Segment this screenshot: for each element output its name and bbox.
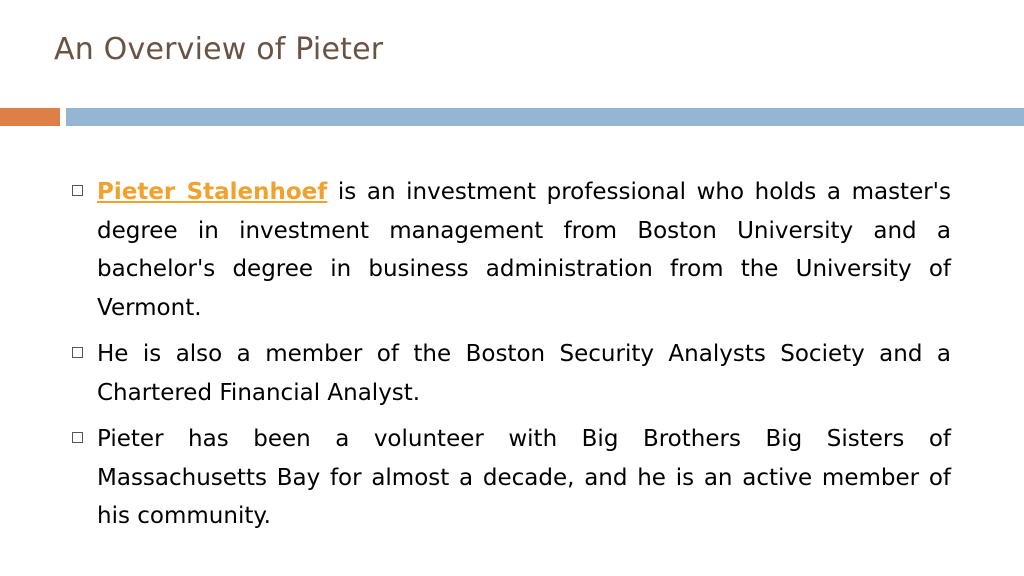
slide-title: An Overview of Pieter xyxy=(54,32,384,67)
bullet-list xyxy=(70,173,951,544)
bullet-item-education xyxy=(70,173,951,327)
square-bullet-icon xyxy=(72,185,83,196)
bullet-text: is an investment professional who holds a master's degree in investment management from Boston University and a bachelor's degree in business administration from the University of Vermont. xyxy=(97,179,951,321)
square-bullet-icon xyxy=(72,432,83,443)
bullet-text: He is also a member of the Boston Security Analysts Society and a Chartered Financial Analyst. xyxy=(97,341,951,406)
square-bullet-icon xyxy=(72,347,83,358)
bullet-item-membership xyxy=(70,335,951,412)
accent-bar-blue xyxy=(66,108,1024,126)
bullet-item-volunteer xyxy=(70,420,951,536)
accent-bar-orange xyxy=(0,108,60,126)
bullet-text: Pieter has been a volunteer with Big Brothers Big Sisters of Massachusetts Bay for almost a decade, and he is an active member of his community. xyxy=(97,426,951,529)
pieter-stalenhoef-link[interactable]: Pieter Stalenhoef xyxy=(97,179,328,205)
